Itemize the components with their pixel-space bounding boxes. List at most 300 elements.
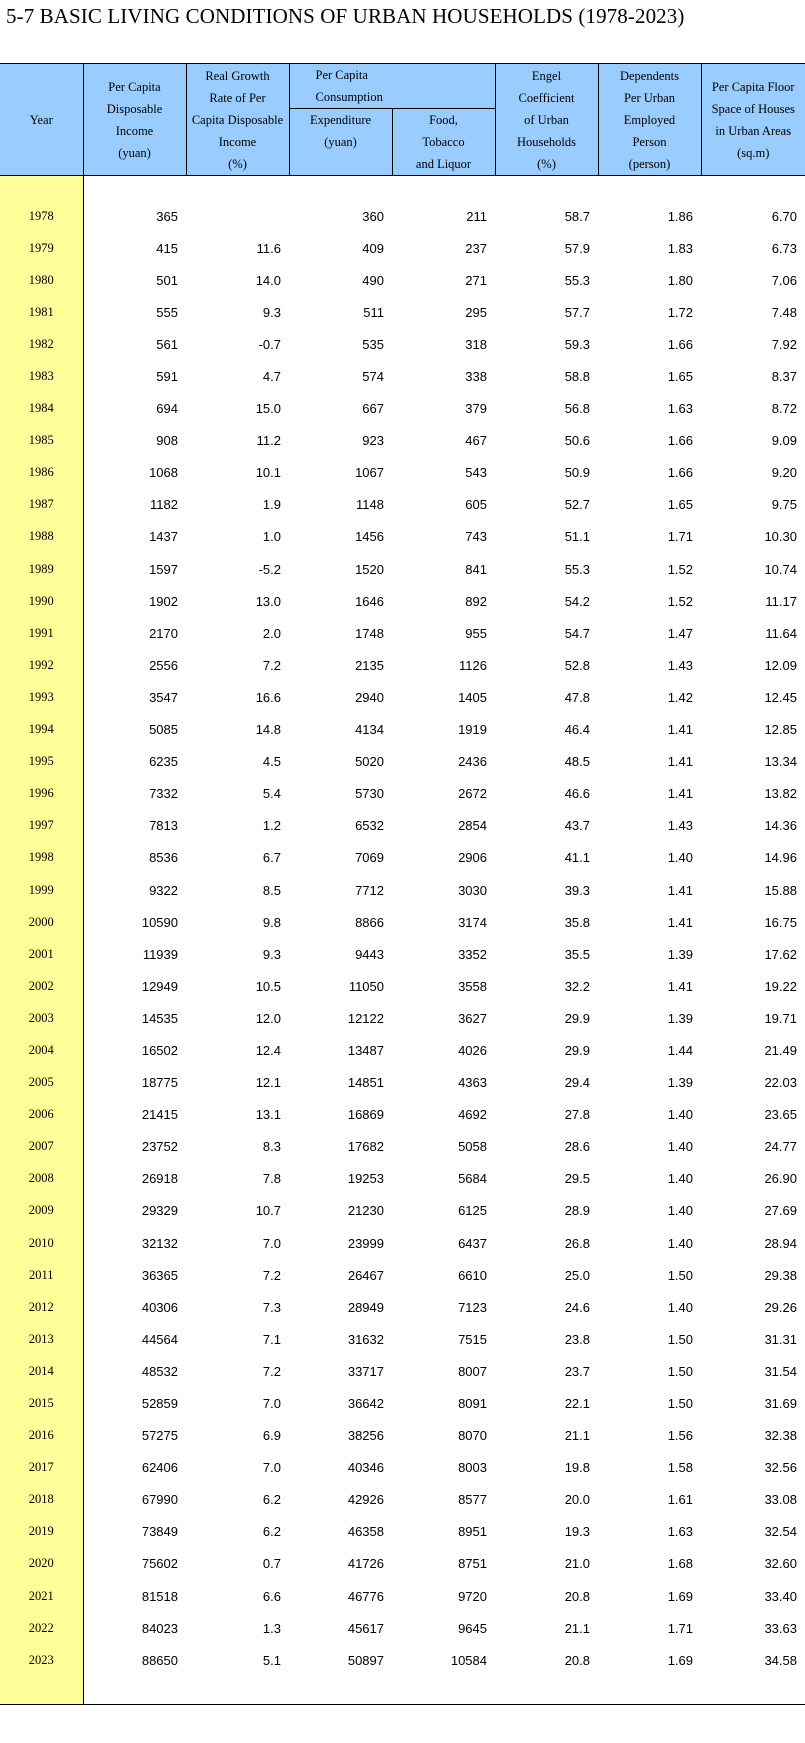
- cell-dependents-per-employed: 1.68: [667, 1556, 693, 1572]
- cell-consumption-expenditure: 4134: [355, 722, 384, 738]
- cell-year: 2017: [0, 1452, 83, 1484]
- cell-year: 1978: [0, 200, 83, 232]
- cell-real-growth-rate: 14.0: [255, 272, 281, 288]
- cell-per-capita-income: 2170: [149, 625, 178, 641]
- cell-consumption-expenditure: 46358: [347, 1524, 384, 1540]
- table-row: [0, 1355, 805, 1387]
- cell-engel-coefficient: 19.3: [564, 1524, 590, 1540]
- cell-consumption-expenditure: 16869: [347, 1107, 384, 1123]
- cell-food-tobacco-liquor: 2436: [458, 754, 487, 770]
- cell-consumption-expenditure: 574: [362, 369, 384, 385]
- table-row: [0, 521, 805, 553]
- cell-dependents-per-employed: 1.39: [667, 1075, 693, 1091]
- cell-food-tobacco-liquor: 892: [465, 593, 487, 609]
- cell-engel-coefficient: 51.1: [564, 529, 590, 545]
- cell-floor-space: 12.09: [764, 657, 797, 673]
- cell-per-capita-income: 32132: [141, 1235, 178, 1251]
- cell-floor-space: 17.62: [764, 946, 797, 962]
- cell-dependents-per-employed: 1.63: [667, 401, 693, 417]
- cell-consumption-expenditure: 1520: [355, 561, 384, 577]
- table-row: [0, 425, 805, 457]
- cell-per-capita-income: 1068: [149, 465, 178, 481]
- cell-real-growth-rate: 11.6: [256, 240, 281, 256]
- table-row: [0, 1163, 805, 1195]
- cell-consumption-expenditure: 19253: [347, 1171, 384, 1187]
- cell-real-growth-rate: 6.7: [262, 850, 281, 866]
- cell-floor-space: 28.94: [764, 1235, 797, 1251]
- cell-floor-space: 32.60: [764, 1556, 797, 1572]
- cell-engel-coefficient: 21.0: [564, 1556, 590, 1572]
- cell-food-tobacco-liquor: 9645: [458, 1620, 487, 1636]
- cell-per-capita-income: 62406: [141, 1460, 178, 1476]
- cell-food-tobacco-liquor: 543: [465, 465, 487, 481]
- table-row: [0, 810, 805, 842]
- cell-real-growth-rate: 13.1: [255, 1107, 281, 1123]
- cell-consumption-expenditure: 2135: [355, 657, 384, 673]
- cell-consumption-expenditure: 1646: [355, 593, 384, 609]
- cell-floor-space: 7.48: [771, 304, 797, 320]
- table-row: [0, 1612, 805, 1644]
- cell-per-capita-income: 365: [156, 208, 178, 224]
- cell-year: 2016: [0, 1420, 83, 1452]
- cell-floor-space: 9.75: [771, 497, 797, 513]
- cell-consumption-expenditure: 38256: [347, 1428, 384, 1444]
- cell-food-tobacco-liquor: 4692: [458, 1107, 487, 1123]
- cell-consumption-expenditure: 41726: [347, 1556, 384, 1572]
- cell-engel-coefficient: 55.3: [564, 272, 590, 288]
- cell-floor-space: 24.77: [764, 1139, 797, 1155]
- cell-real-growth-rate: 7.3: [262, 1299, 281, 1315]
- cell-floor-space: 19.71: [764, 1010, 797, 1026]
- cell-real-growth-rate: 9.3: [262, 946, 281, 962]
- cell-consumption-expenditure: 7069: [355, 850, 384, 866]
- cell-real-growth-rate: -0.7: [258, 336, 281, 352]
- cell-engel-coefficient: 58.8: [564, 369, 590, 385]
- cell-food-tobacco-liquor: 1919: [458, 722, 487, 738]
- cell-dependents-per-employed: 1.58: [667, 1460, 693, 1476]
- cell-per-capita-income: 67990: [141, 1492, 178, 1508]
- table-row: [0, 328, 805, 360]
- cell-year: 1984: [0, 393, 83, 425]
- cell-floor-space: 34.58: [764, 1652, 797, 1668]
- cell-year: 2023: [0, 1644, 83, 1676]
- cell-real-growth-rate: 14.8: [255, 722, 281, 738]
- table-row: [0, 1484, 805, 1516]
- cell-dependents-per-employed: 1.86: [667, 208, 693, 224]
- cell-year: 1982: [0, 328, 83, 360]
- cell-engel-coefficient: 29.9: [564, 1010, 590, 1026]
- cell-food-tobacco-liquor: 2672: [458, 786, 487, 802]
- cell-year: 1999: [0, 874, 83, 906]
- cell-consumption-expenditure: 12122: [347, 1010, 384, 1026]
- cell-real-growth-rate: 16.6: [255, 689, 281, 705]
- cell-food-tobacco-liquor: 3352: [458, 946, 487, 962]
- cell-per-capita-income: 44564: [141, 1331, 178, 1347]
- cell-engel-coefficient: 22.1: [564, 1396, 590, 1412]
- cell-consumption-expenditure: 9443: [355, 946, 384, 962]
- cell-food-tobacco-liquor: 7123: [458, 1299, 487, 1315]
- header-real-growth-rate: Real Growth Rate of Per Capita Disposable Income (%): [186, 64, 289, 176]
- cell-dependents-per-employed: 1.42: [667, 689, 693, 705]
- cell-engel-coefficient: 54.7: [564, 625, 590, 641]
- cell-per-capita-income: 908: [156, 433, 178, 449]
- cell-food-tobacco-liquor: 1126: [459, 657, 487, 673]
- cell-food-tobacco-liquor: 605: [465, 497, 487, 513]
- cell-per-capita-income: 8536: [149, 850, 178, 866]
- table-row: [0, 1067, 805, 1099]
- cell-per-capita-income: 561: [156, 336, 178, 352]
- cell-floor-space: 8.37: [771, 369, 797, 385]
- cell-dependents-per-employed: 1.65: [667, 497, 693, 513]
- cell-consumption-expenditure: 409: [362, 240, 384, 256]
- year-column-pad: [0, 176, 83, 200]
- cell-year: 1995: [0, 746, 83, 778]
- cell-floor-space: 10.74: [764, 561, 797, 577]
- cell-per-capita-income: 18775: [141, 1075, 178, 1091]
- table-title: 5-7 BASIC LIVING CONDITIONS OF URBAN HOUSEHOLDS (1978-2023): [6, 4, 685, 28]
- cell-per-capita-income: 415: [156, 240, 178, 256]
- table-row: [0, 874, 805, 906]
- cell-food-tobacco-liquor: 8577: [458, 1492, 487, 1508]
- cell-floor-space: 13.82: [764, 786, 797, 802]
- cell-real-growth-rate: 4.5: [262, 754, 281, 770]
- cell-dependents-per-employed: 1.40: [667, 1203, 693, 1219]
- cell-year: 1990: [0, 585, 83, 617]
- cell-floor-space: 31.54: [764, 1363, 797, 1379]
- cell-dependents-per-employed: 1.63: [667, 1524, 693, 1540]
- cell-real-growth-rate: 0.7: [262, 1556, 281, 1572]
- cell-real-growth-rate: 12.1: [255, 1075, 281, 1091]
- cell-consumption-expenditure: 8866: [355, 914, 384, 930]
- cell-year: 1992: [0, 649, 83, 681]
- cell-engel-coefficient: 52.8: [564, 657, 590, 673]
- cell-food-tobacco-liquor: 8951: [458, 1524, 487, 1540]
- cell-per-capita-income: 5085: [149, 722, 178, 738]
- table-row: [0, 617, 805, 649]
- cell-food-tobacco-liquor: 1405: [458, 689, 487, 705]
- cell-real-growth-rate: 2.0: [262, 625, 281, 641]
- cell-food-tobacco-liquor: 3030: [458, 882, 487, 898]
- cell-food-tobacco-liquor: 6125: [458, 1203, 487, 1219]
- cell-per-capita-income: 84023: [141, 1620, 178, 1636]
- cell-per-capita-income: 57275: [141, 1428, 178, 1444]
- cell-consumption-expenditure: 1067: [355, 465, 384, 481]
- cell-food-tobacco-liquor: 338: [465, 369, 487, 385]
- cell-year: 2008: [0, 1163, 83, 1195]
- cell-year: 1981: [0, 296, 83, 328]
- cell-consumption-expenditure: 14851: [347, 1075, 384, 1091]
- cell-per-capita-income: 75602: [141, 1556, 178, 1572]
- cell-consumption-expenditure: 50897: [347, 1652, 384, 1668]
- cell-year: 2007: [0, 1131, 83, 1163]
- cell-engel-coefficient: 55.3: [564, 561, 590, 577]
- cell-year: 2012: [0, 1291, 83, 1323]
- cell-year: 2014: [0, 1355, 83, 1387]
- cell-real-growth-rate: 13.0: [255, 593, 281, 609]
- table-end-row: [0, 1676, 805, 1705]
- table-header: [0, 64, 805, 177]
- cell-food-tobacco-liquor: 841: [465, 561, 487, 577]
- table-row: [0, 1099, 805, 1131]
- cell-dependents-per-employed: 1.40: [667, 850, 693, 866]
- cell-dependents-per-employed: 1.69: [667, 1652, 693, 1668]
- cell-year: 1993: [0, 681, 83, 713]
- cell-engel-coefficient: 23.8: [564, 1331, 590, 1347]
- cell-food-tobacco-liquor: 8007: [458, 1363, 487, 1379]
- table-row: [0, 200, 805, 232]
- cell-consumption-expenditure: 42926: [347, 1492, 384, 1508]
- cell-dependents-per-employed: 1.65: [667, 369, 693, 385]
- table-row: [0, 1291, 805, 1323]
- cell-engel-coefficient: 21.1: [564, 1428, 590, 1444]
- cell-consumption-expenditure: 40346: [347, 1460, 384, 1476]
- table-row: [0, 970, 805, 1002]
- cell-per-capita-income: 501: [156, 272, 178, 288]
- table-row: [0, 393, 805, 425]
- cell-food-tobacco-liquor: 211: [466, 208, 487, 224]
- cell-engel-coefficient: 29.5: [564, 1171, 590, 1187]
- cell-floor-space: 31.69: [764, 1396, 797, 1412]
- cell-real-growth-rate: 8.3: [262, 1139, 281, 1155]
- cell-year: 2011: [0, 1259, 83, 1291]
- cell-floor-space: 29.26: [764, 1299, 797, 1315]
- cell-consumption-expenditure: 2940: [355, 689, 384, 705]
- cell-dependents-per-employed: 1.56: [667, 1428, 693, 1444]
- cell-year: 2009: [0, 1195, 83, 1227]
- header-year: Year: [0, 64, 83, 176]
- cell-floor-space: 22.03: [764, 1075, 797, 1091]
- cell-year: 2013: [0, 1323, 83, 1355]
- cell-consumption-expenditure: 5730: [355, 786, 384, 802]
- cell-food-tobacco-liquor: 3558: [458, 978, 487, 994]
- cell-dependents-per-employed: 1.40: [667, 1171, 693, 1187]
- cell-consumption-expenditure: 31632: [347, 1331, 384, 1347]
- cell-real-growth-rate: 15.0: [255, 401, 281, 417]
- cell-per-capita-income: 26918: [141, 1171, 178, 1187]
- cell-floor-space: 15.88: [764, 882, 797, 898]
- cell-engel-coefficient: 20.0: [564, 1492, 590, 1508]
- cell-consumption-expenditure: 33717: [347, 1363, 384, 1379]
- cell-engel-coefficient: 27.8: [564, 1107, 590, 1123]
- table-row: [0, 1387, 805, 1419]
- cell-real-growth-rate: 7.2: [262, 1267, 281, 1283]
- cell-floor-space: 9.09: [771, 433, 797, 449]
- cell-consumption-expenditure: 923: [362, 433, 384, 449]
- table-row: [0, 1034, 805, 1066]
- cell-year: 1980: [0, 264, 83, 296]
- cell-food-tobacco-liquor: 318: [465, 336, 487, 352]
- cell-floor-space: 13.34: [764, 754, 797, 770]
- cell-floor-space: 33.40: [764, 1588, 797, 1604]
- table-row: [0, 1227, 805, 1259]
- cell-consumption-expenditure: 490: [362, 272, 384, 288]
- cell-real-growth-rate: 7.2: [262, 1363, 281, 1379]
- cell-dependents-per-employed: 1.41: [667, 914, 693, 930]
- cell-year: 2006: [0, 1099, 83, 1131]
- cell-dependents-per-employed: 1.41: [667, 978, 693, 994]
- cell-food-tobacco-liquor: 8003: [458, 1460, 487, 1476]
- cell-dependents-per-employed: 1.52: [667, 561, 693, 577]
- cell-consumption-expenditure: 28949: [347, 1299, 384, 1315]
- table-row: [0, 1259, 805, 1291]
- cell-dependents-per-employed: 1.69: [667, 1588, 693, 1604]
- cell-real-growth-rate: 10.1: [255, 465, 281, 481]
- cell-engel-coefficient: 54.2: [564, 593, 590, 609]
- cell-dependents-per-employed: 1.80: [667, 272, 693, 288]
- cell-dependents-per-employed: 1.72: [667, 304, 693, 320]
- cell-floor-space: 32.56: [764, 1460, 797, 1476]
- cell-year: 2021: [0, 1580, 83, 1612]
- cell-consumption-expenditure: 17682: [347, 1139, 384, 1155]
- table-row: [0, 1131, 805, 1163]
- table-row: [0, 1580, 805, 1612]
- cell-engel-coefficient: 35.8: [564, 914, 590, 930]
- cell-food-tobacco-liquor: 467: [465, 433, 487, 449]
- cell-real-growth-rate: 1.3: [262, 1620, 281, 1636]
- cell-dependents-per-employed: 1.43: [667, 657, 693, 673]
- cell-floor-space: 16.75: [764, 914, 797, 930]
- cell-dependents-per-employed: 1.50: [667, 1331, 693, 1347]
- cell-real-growth-rate: 7.0: [262, 1396, 281, 1412]
- cell-food-tobacco-liquor: 4363: [458, 1075, 487, 1091]
- table-row: [0, 232, 805, 264]
- cell-food-tobacco-liquor: 8091: [458, 1396, 487, 1412]
- cell-dependents-per-employed: 1.66: [667, 465, 693, 481]
- cell-dependents-per-employed: 1.83: [667, 240, 693, 256]
- cell-year: 2001: [0, 938, 83, 970]
- cell-floor-space: 21.49: [764, 1042, 797, 1058]
- cell-per-capita-income: 694: [156, 401, 178, 417]
- table-row: [0, 360, 805, 392]
- cell-year: 2019: [0, 1516, 83, 1548]
- cell-real-growth-rate: 6.6: [262, 1588, 281, 1604]
- cell-food-tobacco-liquor: 4026: [458, 1042, 487, 1058]
- cell-dependents-per-employed: 1.50: [667, 1396, 693, 1412]
- table-row: [0, 1644, 805, 1676]
- cell-consumption-expenditure: 535: [362, 336, 384, 352]
- cell-consumption-expenditure: 45617: [347, 1620, 384, 1636]
- cell-food-tobacco-liquor: 6610: [458, 1267, 487, 1283]
- cell-dependents-per-employed: 1.40: [667, 1139, 693, 1155]
- cell-engel-coefficient: 46.4: [564, 722, 590, 738]
- cell-consumption-expenditure: 21230: [347, 1203, 384, 1219]
- cell-real-growth-rate: 7.8: [262, 1171, 281, 1187]
- header-per-capita-consumption: Per Capita Consumption: [289, 64, 495, 109]
- header-food-tobacco-liquor: Food, Tobacco and Liquor: [392, 109, 495, 176]
- cell-year: 2002: [0, 970, 83, 1002]
- cell-per-capita-income: 1437: [149, 529, 178, 545]
- cell-consumption-expenditure: 6532: [355, 818, 384, 834]
- cell-food-tobacco-liquor: 379: [465, 401, 487, 417]
- cell-engel-coefficient: 35.5: [564, 946, 590, 962]
- cell-real-growth-rate: 11.2: [256, 433, 281, 449]
- cell-floor-space: 11.64: [765, 625, 797, 641]
- cell-per-capita-income: 40306: [141, 1299, 178, 1315]
- cell-food-tobacco-liquor: 8070: [458, 1428, 487, 1444]
- cell-engel-coefficient: 58.7: [564, 208, 590, 224]
- cell-consumption-expenditure: 5020: [355, 754, 384, 770]
- cell-real-growth-rate: 1.0: [262, 529, 281, 545]
- header-per-capita-income: Per Capita Disposable Income (yuan): [83, 64, 186, 176]
- cell-engel-coefficient: 56.8: [564, 401, 590, 417]
- cell-real-growth-rate: 7.0: [262, 1460, 281, 1476]
- cell-real-growth-rate: 6.2: [262, 1492, 281, 1508]
- cell-year: 1998: [0, 842, 83, 874]
- cell-food-tobacco-liquor: 2854: [458, 818, 487, 834]
- cell-year: 1985: [0, 425, 83, 457]
- table-row: [0, 1323, 805, 1355]
- cell-per-capita-income: 16502: [141, 1042, 178, 1058]
- cell-year: 2005: [0, 1067, 83, 1099]
- cell-floor-space: 8.72: [771, 401, 797, 417]
- cell-per-capita-income: 9322: [149, 882, 178, 898]
- cell-consumption-expenditure: 13487: [347, 1042, 384, 1058]
- cell-dependents-per-employed: 1.43: [667, 818, 693, 834]
- cell-floor-space: 33.08: [764, 1492, 797, 1508]
- cell-year: 1989: [0, 553, 83, 585]
- table-row: [0, 938, 805, 970]
- cell-floor-space: 6.73: [771, 240, 797, 256]
- cell-dependents-per-employed: 1.44: [667, 1042, 693, 1058]
- cell-engel-coefficient: 29.9: [564, 1042, 590, 1058]
- cell-floor-space: 12.45: [764, 689, 797, 705]
- cell-year: 2018: [0, 1484, 83, 1516]
- cell-year: 2015: [0, 1387, 83, 1419]
- cell-real-growth-rate: 9.8: [262, 914, 281, 930]
- table-row: [0, 714, 805, 746]
- table-row: [0, 585, 805, 617]
- cell-engel-coefficient: 57.7: [564, 304, 590, 320]
- cell-dependents-per-employed: 1.40: [667, 1299, 693, 1315]
- cell-real-growth-rate: 7.0: [262, 1235, 281, 1251]
- table-row: [0, 489, 805, 521]
- cell-engel-coefficient: 23.7: [564, 1363, 590, 1379]
- cell-real-growth-rate: 5.4: [262, 786, 281, 802]
- header-floor-space: Per Capita Floor Space of Houses in Urban Areas (sq.m): [701, 64, 805, 176]
- table-row: [0, 649, 805, 681]
- header-consumption-expenditure: Expenditure (yuan): [289, 109, 392, 176]
- cell-year: 1994: [0, 714, 83, 746]
- cell-year: 1988: [0, 521, 83, 553]
- cell-food-tobacco-liquor: 6437: [458, 1235, 487, 1251]
- cell-engel-coefficient: 48.5: [564, 754, 590, 770]
- cell-engel-coefficient: 28.9: [564, 1203, 590, 1219]
- cell-per-capita-income: 48532: [141, 1363, 178, 1379]
- cell-dependents-per-employed: 1.66: [667, 433, 693, 449]
- cell-dependents-per-employed: 1.50: [667, 1267, 693, 1283]
- cell-engel-coefficient: 25.0: [564, 1267, 590, 1283]
- cell-dependents-per-employed: 1.61: [667, 1492, 693, 1508]
- cell-food-tobacco-liquor: 3174: [458, 914, 487, 930]
- cell-per-capita-income: 7813: [149, 818, 178, 834]
- cell-consumption-expenditure: 26467: [347, 1267, 384, 1283]
- table-row: [0, 681, 805, 713]
- cell-floor-space: 33.63: [764, 1620, 797, 1636]
- table-row: [0, 457, 805, 489]
- cell-consumption-expenditure: 1148: [356, 497, 384, 513]
- cell-floor-space: 14.36: [764, 818, 797, 834]
- table-row: [0, 778, 805, 810]
- header-engel-coefficient: Engel Coefficient of Urban Households (%): [495, 64, 598, 176]
- cell-real-growth-rate: 9.3: [262, 304, 281, 320]
- cell-floor-space: 32.54: [764, 1524, 797, 1540]
- cell-dependents-per-employed: 1.39: [667, 946, 693, 962]
- cell-floor-space: 32.38: [764, 1428, 797, 1444]
- cell-per-capita-income: 52859: [141, 1396, 178, 1412]
- table-row: [0, 746, 805, 778]
- cell-dependents-per-employed: 1.40: [667, 1235, 693, 1251]
- cell-food-tobacco-liquor: 237: [465, 240, 487, 256]
